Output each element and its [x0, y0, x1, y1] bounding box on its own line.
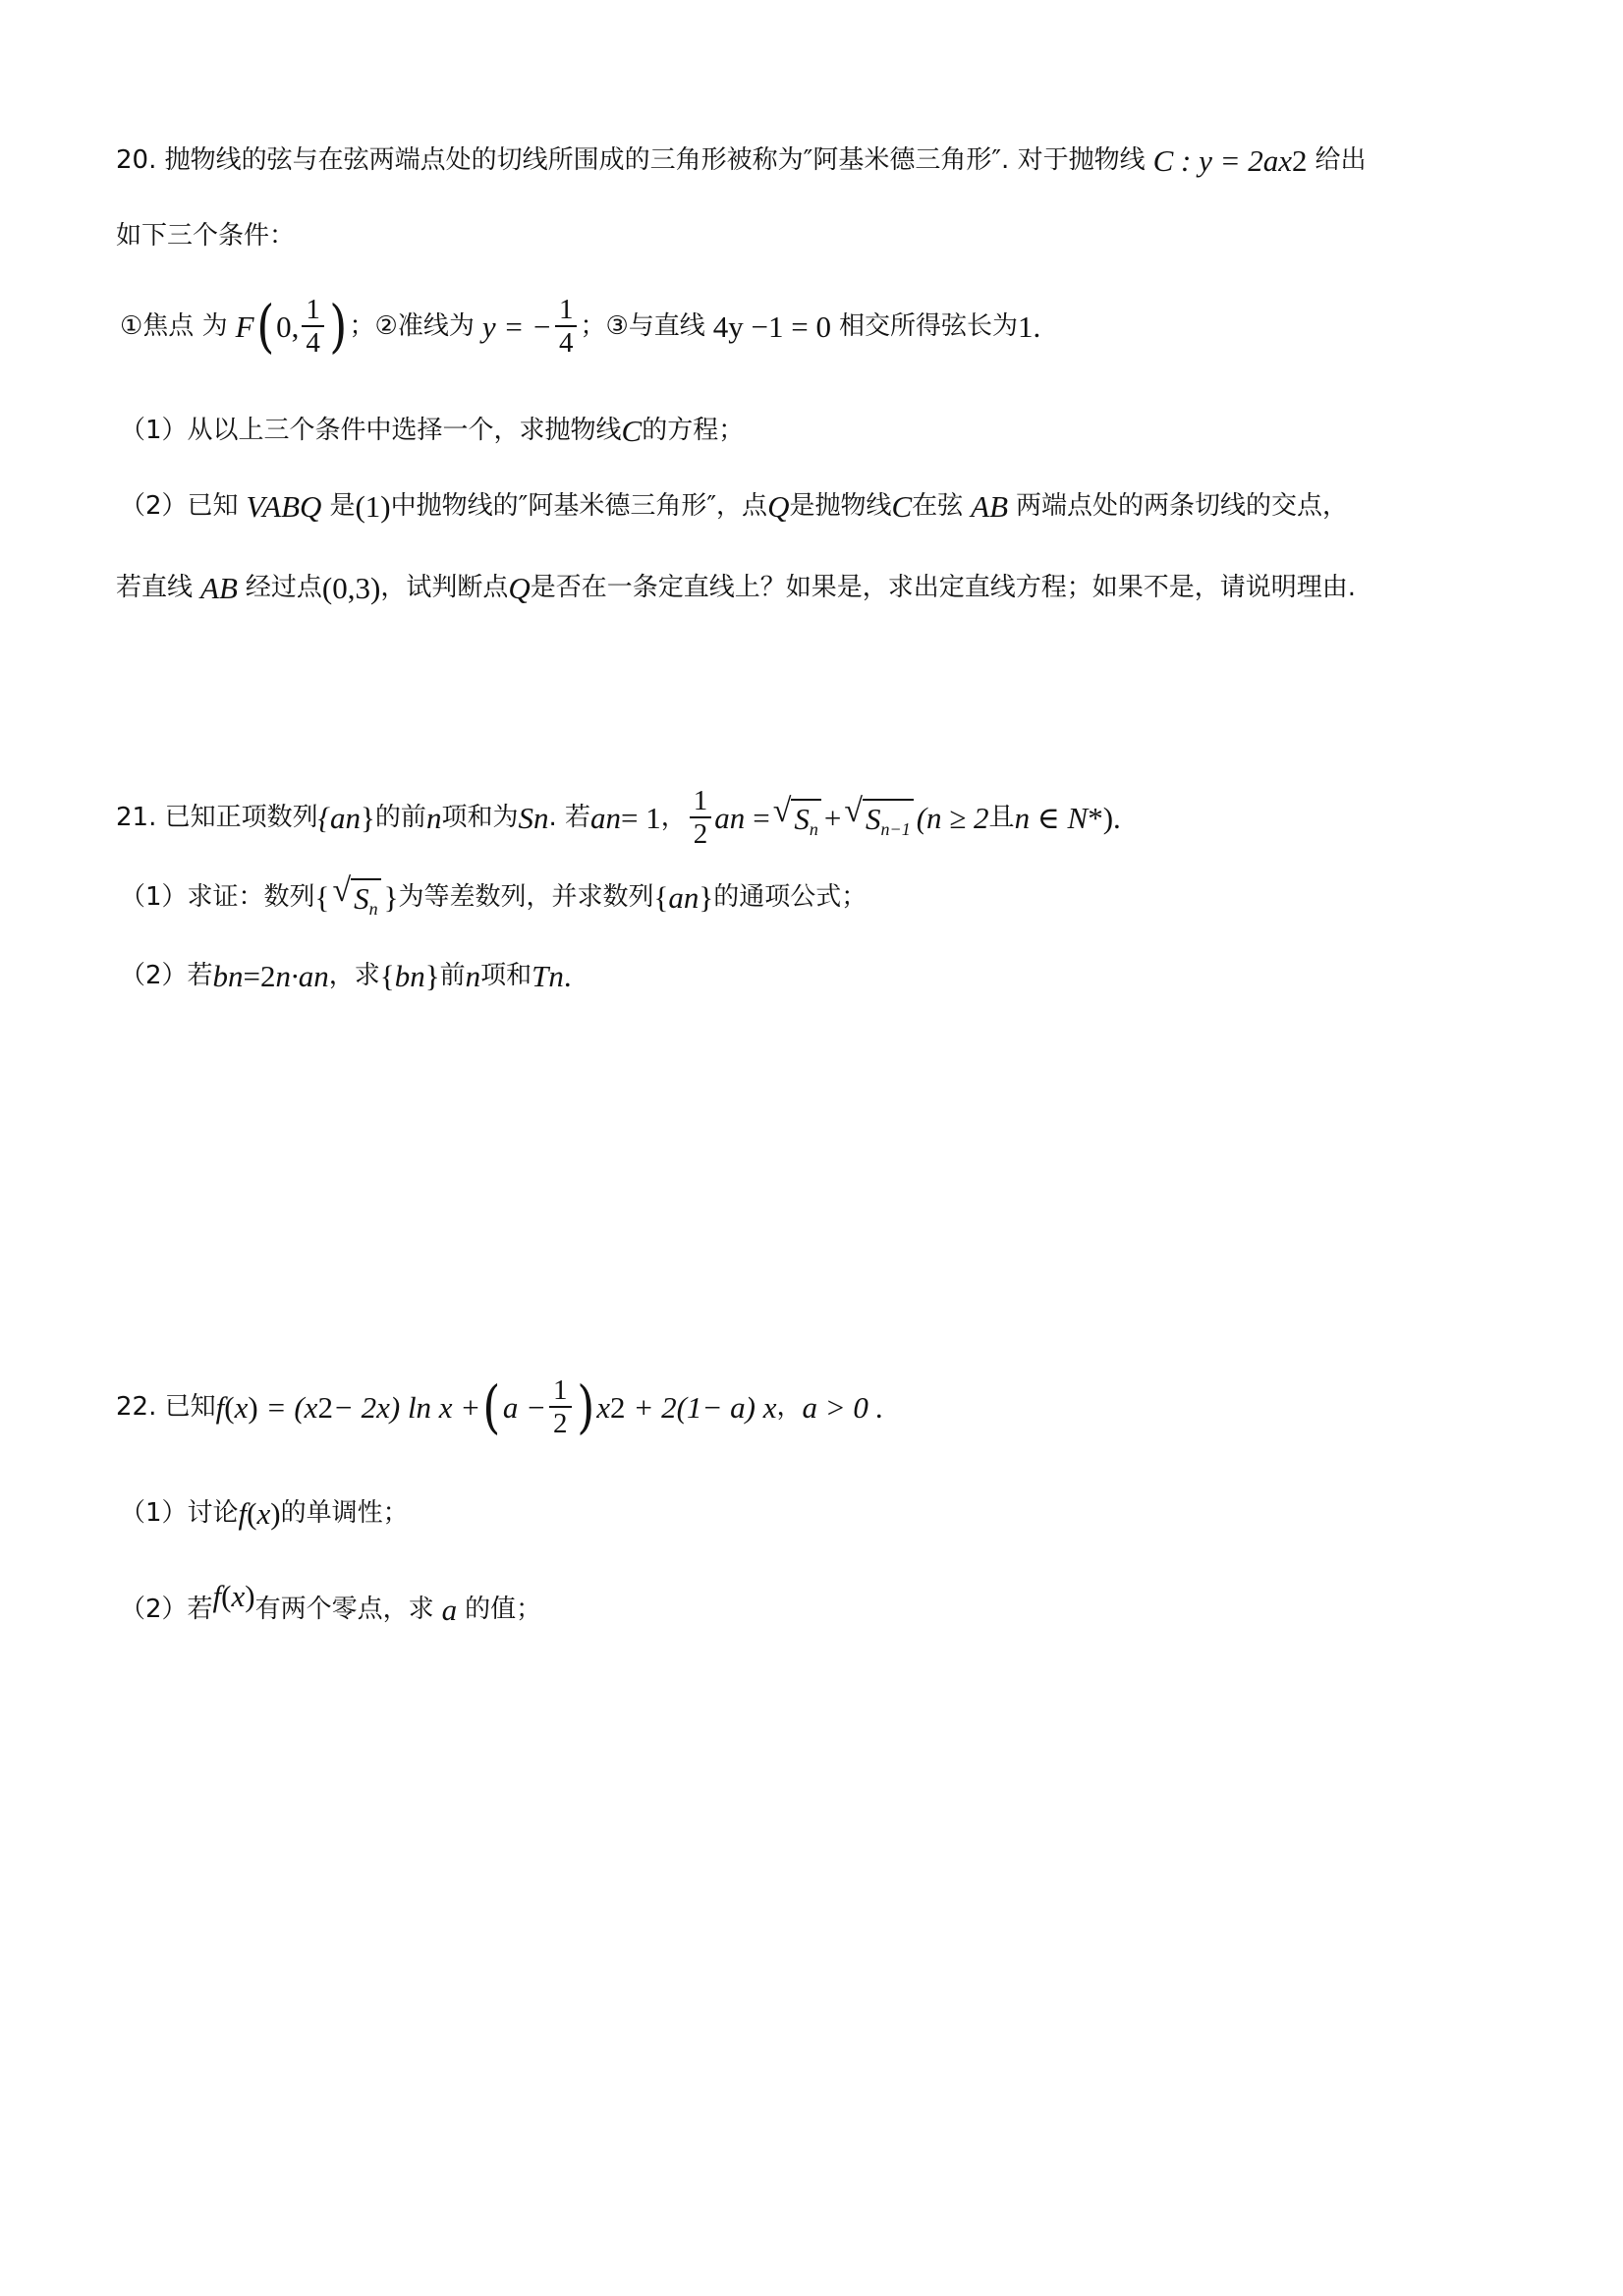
- p21-cond: (n ≥ 2: [916, 800, 989, 835]
- p21-sqrt2: S: [866, 802, 881, 837]
- p21-S: S: [518, 800, 533, 835]
- p20-q2-b: 是: [329, 491, 356, 521]
- p21-sqrt1: S: [794, 802, 810, 837]
- p20-line2: [116, 221, 295, 252]
- p22-q1: （1）讨论 f ( x ) 的单调性；: [120, 1496, 409, 1531]
- p22-frac-den: 2: [553, 1408, 568, 1440]
- p21-q2-f: .: [563, 959, 572, 993]
- p22-q2-a: （2）若: [120, 1595, 213, 1624]
- p21-q2: （2）若 b n =2 n ·a n ，求 { b n } 前 n 项和 T n .: [120, 959, 572, 993]
- p20-q1-text: （1）从以上三个条件中选择一个，求抛物线: [120, 416, 622, 445]
- p22-q1-a: （1）讨论: [120, 1498, 239, 1528]
- p20-q2-l2-d: 是否在一条定直线上？如果是，求出定直线方程；如果不是，请说明理由.: [530, 573, 1356, 602]
- p21-head: 21. 已知正项数列 {a n } 的前 n 项和为 S n . 若 a n = 1 ， $\frac{1}{2}$ a n = √ $S_n$ + √ $S_{n-1}$ (n ≥ 2 且 n ∈ N * ).: [116, 785, 1121, 851]
- p22-comma: ，: [776, 1391, 803, 1422]
- p20-directrix-num: 1: [555, 295, 578, 327]
- p22-eq2: − 2x) ln x +: [332, 1389, 481, 1425]
- p20-parabola-eq: C : y = 2ax: [1152, 143, 1293, 178]
- p22-a-minus: a −: [502, 1389, 547, 1425]
- p21-q2-a: （2）若: [120, 961, 213, 990]
- p22-q1-b: 的单调性；: [280, 1498, 409, 1528]
- p21-q1-a: （1）求证：数列: [120, 881, 315, 912]
- p21-q2-eq: =2: [243, 959, 276, 993]
- p20-focus-F: F: [235, 308, 254, 344]
- p22-cond: a > 0 .: [802, 1389, 884, 1425]
- p21-eq-sign: =: [753, 800, 770, 835]
- p21-q1-c: 的通项公式；: [713, 881, 867, 912]
- p21-head-d: . 若: [548, 802, 590, 832]
- p21-q1-seq: a: [668, 879, 684, 915]
- p20-line-eq: 4y −1 = 0: [712, 308, 831, 344]
- p21-eq-a-sub: n: [729, 800, 746, 835]
- p21-head-a: 21. 已知正项数列: [116, 802, 318, 832]
- p21-q2-dot-sub: n: [313, 959, 329, 993]
- p21-q1-sqrt: S: [354, 881, 369, 916]
- p20-q1-C: C: [621, 414, 643, 448]
- p21-head-b: 的前: [374, 802, 426, 832]
- p22-q2-c: 的值；: [465, 1595, 542, 1624]
- p20-q1-end: 的方程；: [642, 416, 745, 445]
- p20-line1: [116, 142, 1367, 179]
- p21-sqrt1-sub: n: [809, 819, 818, 840]
- p20-directrix: y = −: [481, 308, 552, 344]
- p21-head-e: ，: [660, 802, 687, 832]
- p20-cond1-prefix: ①焦点 为: [120, 310, 228, 341]
- p20-cond2-prefix: ；②准线为: [349, 310, 475, 341]
- p21-q2-seq-sub: n: [410, 959, 425, 993]
- p21-q1-sqrt-sub: n: [368, 899, 378, 919]
- p21-cond-end: ).: [1102, 800, 1121, 835]
- p20-conditions: ①焦点 为 F ( 0, $\frac{1}{4}$ ) ；②准线为 y = − $\frac{1}{4}$ ；③与直线 4y −1 = 0 相交所得弦长为 1.: [120, 293, 1041, 361]
- p20-focus-num: 1: [302, 295, 324, 327]
- p22-q2-x: x: [231, 1579, 246, 1613]
- p21-cond-cn: 且: [988, 802, 1015, 832]
- p22-x2: x: [596, 1389, 610, 1425]
- p22-sup2a: 2: [317, 1389, 333, 1425]
- p20-focus-x: 0,: [276, 308, 300, 344]
- p20-parabola-exp: 2: [1292, 143, 1308, 178]
- p21-frac-num: 1: [690, 786, 712, 818]
- p21-q2-T: T: [532, 959, 549, 993]
- p20-q2-AB: AB: [971, 489, 1009, 524]
- p22-q2-b: 有两个零点，求: [254, 1595, 434, 1624]
- p21-q2-T-sub: n: [548, 959, 564, 993]
- p22-q1-x: x: [256, 1496, 271, 1531]
- p21-q2-dot: ·a: [291, 959, 314, 993]
- p20-conditions-intro: 如下三个条件：: [116, 221, 296, 251]
- p20-q1: [120, 413, 744, 449]
- p20-q2-l2-a: 若直线: [116, 573, 194, 602]
- p21-cond-sup: *: [1088, 800, 1103, 835]
- p22-f: f: [215, 1389, 225, 1425]
- p21-S-sub: n: [532, 800, 549, 835]
- p20-chord-length: 1.: [1018, 308, 1041, 344]
- p22-eq1: = (x: [265, 1389, 318, 1425]
- p21-q2-n: n: [465, 959, 481, 993]
- p22-eq3: + 2(1− a) x: [633, 1389, 777, 1425]
- p22-sup2b: 2: [609, 1389, 626, 1425]
- p20-q2-point: (0,3): [321, 571, 381, 605]
- p20-q2-C: C: [891, 489, 913, 524]
- p22-head-a: 22. 已知: [116, 1391, 216, 1422]
- p21-q2-b: b: [212, 959, 229, 993]
- p20-q2-a: （2）已知: [120, 491, 239, 521]
- p22-head: 22. 已知 f ( x ) = (x 2 − 2x) ln x + ( a − $\frac{1}{2}$ ) x 2 + 2(1− a) x ， a > 0 .: [116, 1373, 884, 1441]
- p20-q2-triangle: VABQ: [246, 489, 322, 524]
- p20-intro-end: 给出: [1315, 145, 1367, 175]
- p21-q1-seq-sub: n: [683, 879, 700, 915]
- p21-q2-b-sub: n: [228, 959, 244, 993]
- p21-frac-den: 2: [693, 818, 708, 851]
- p21-q2-d: 前: [439, 961, 466, 990]
- p20-q2-Q: Q: [767, 489, 790, 524]
- p20-q2-line2: [116, 570, 1356, 606]
- p22-q1-f: f: [238, 1496, 248, 1531]
- p20-q2-l2-AB: AB: [200, 571, 238, 605]
- p20-q2-ref: (1): [355, 489, 391, 524]
- p20-q2-e: 在弦: [912, 491, 964, 521]
- p21-head-c: 项和为: [441, 802, 519, 832]
- p20-q2-l2-Q: Q: [508, 571, 531, 605]
- p21-seq: {a: [317, 800, 346, 835]
- p22-q2-f: f: [212, 1579, 222, 1613]
- p22-x: x: [234, 1389, 249, 1425]
- p21-sqrt2-sub: n−1: [880, 819, 911, 840]
- p20-q2-d: 是抛物线: [789, 491, 892, 521]
- p20-q2-l2-b: 经过点: [245, 573, 322, 602]
- p20-q2-l2-c: ，试判断点: [380, 573, 509, 602]
- p22-q2-var: a: [441, 1593, 458, 1627]
- p21-q2-e: 项和: [480, 961, 532, 990]
- p20-cond3-suffix: 相交所得弦长为: [839, 310, 1019, 341]
- p21-plus: +: [823, 800, 842, 835]
- p20-q2: [120, 488, 1348, 525]
- p21-q1: （1）求证：数列 { √ $S_n$ } 为等差数列，并求数列 { a n } 的通项公式；: [120, 872, 867, 919]
- p20-directrix-den: 4: [558, 327, 574, 360]
- p20-q2-c: 中抛物线的″阿基米德三角形″，点: [390, 491, 768, 521]
- p21-q2-sup: n: [275, 959, 292, 993]
- p20-focus-den: 4: [306, 327, 320, 360]
- p21-q2-seq: b: [394, 959, 411, 993]
- p21-n: n: [425, 800, 442, 835]
- p22-frac-num: 1: [549, 1375, 572, 1408]
- p22-q2: （2）若 f ( x ) 有两个零点，求 a 的值；: [120, 1579, 542, 1627]
- p21-a1: a: [589, 800, 606, 835]
- p21-eq-a: a: [714, 800, 730, 835]
- p21-seq-close: }: [361, 800, 375, 835]
- p20-cond3-prefix: ；③与直线: [580, 310, 705, 341]
- p20-intro-text: 20. 抛物线的弦与在弦两端点处的切线所围成的三角形被称为″阿基米德三角形″. 对于抛物线: [116, 145, 1146, 175]
- p21-a1-sub: n: [605, 800, 621, 835]
- p21-q1-b: 为等差数列，并求数列: [398, 881, 654, 912]
- p21-q2-c: ，求: [328, 961, 380, 990]
- p20-q2-f: 两端点处的两条切线的交点，: [1016, 491, 1349, 521]
- p21-cond-b: n ∈ N: [1014, 800, 1089, 835]
- p21-a1-eq: = 1: [620, 800, 661, 835]
- p21-seq-sub: n: [345, 800, 362, 835]
